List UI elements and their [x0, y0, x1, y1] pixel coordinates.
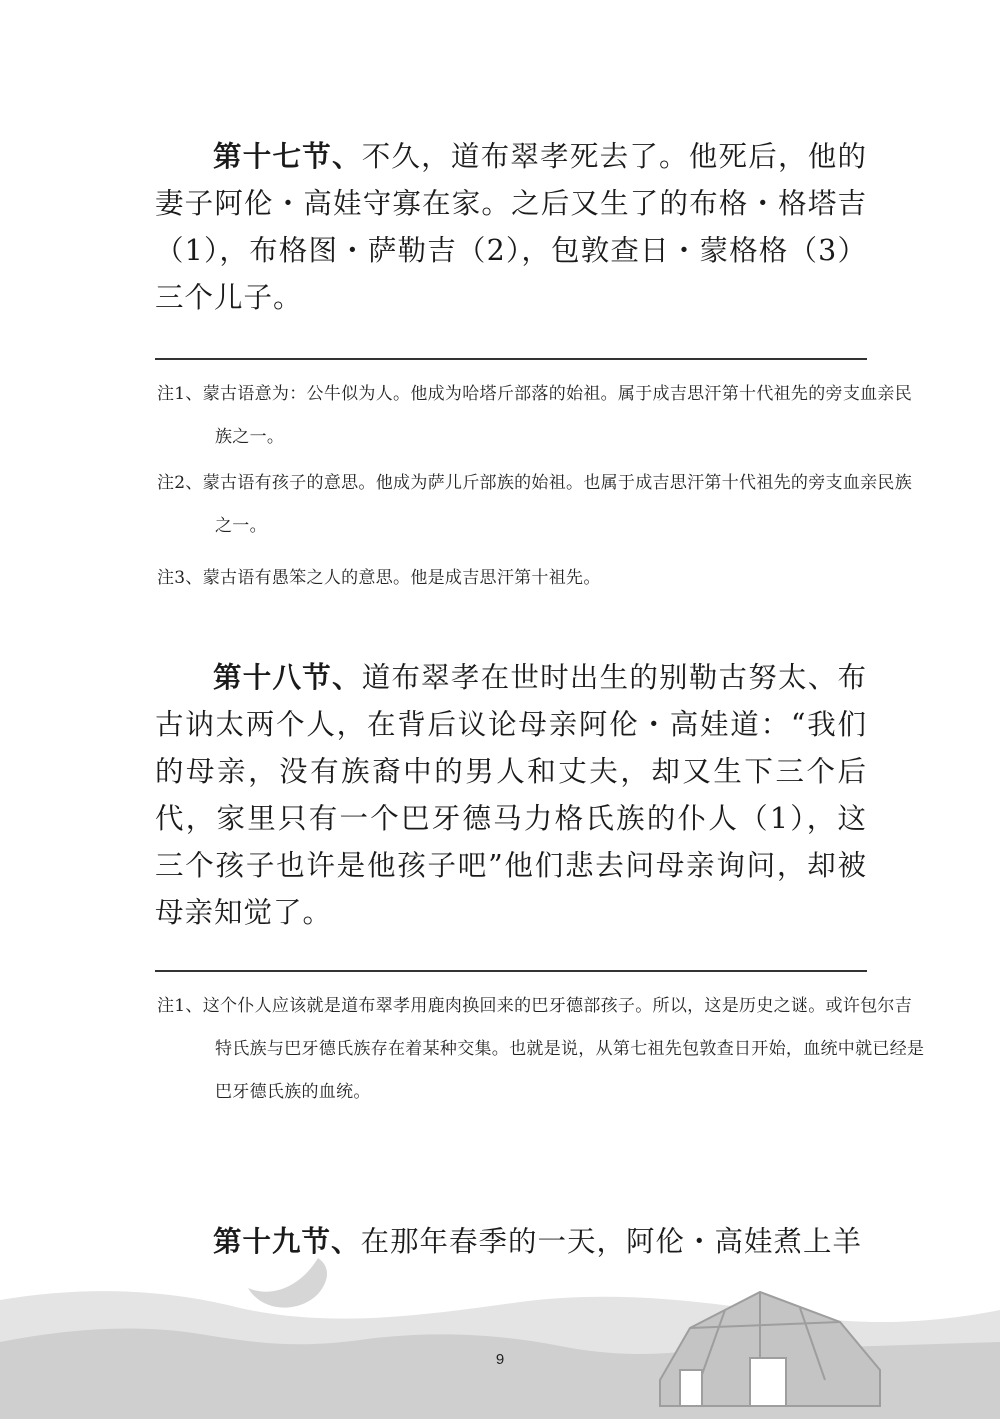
section-18-heading: 第十八节、 — [213, 660, 362, 694]
footnote-1-3: 注3、蒙古语有愚笨之人的意思。他是成吉思汗第十祖先。 — [157, 568, 601, 588]
section-19-text: 在那年春季的一天，阿伦・高娃煮上羊 — [360, 1225, 863, 1258]
footnote-1-1: 注1、蒙古语意为：公牛似为人。他成为哈塔斤部落的始祖。属于成吉思汗第十代祖先的旁支血亲民族之一。 — [157, 384, 913, 447]
section-17-text: 不久，道布翠孝死去了。他死后，他的妻子阿伦・高娃守寡在家。之后又生了的布格・格塔吉（1），布格图・萨勒吉（2），包敦查日・蒙格格（3）三个儿子。 — [155, 140, 867, 314]
footnote-2-1: 注1、这个仆人应该就是道布翠孝用鹿肉换回来的巴牙德部孩子。所以，这是历史之谜。或许包尔吉特氏族与巴牙德氏族存在着某种交集。也就是说，从第七祖先包敦查日开始，血统中就已经是巴牙德氏族的血统。 — [157, 996, 925, 1102]
footnote-1-2: 注2、蒙古语有孩子的意思。他成为萨儿斤部族的始祖。也属于成吉思汗第十代祖先的旁支血亲民族之一。 — [157, 473, 913, 536]
section-17-heading: 第十七节、 — [213, 139, 362, 173]
footnote-divider-1 — [155, 358, 867, 360]
section-18 — [155, 654, 867, 936]
steppe-landscape-illustration — [0, 1230, 1000, 1419]
section-18-text: 道布翠孝在世时出生的别勒古努太、布古讷太两个人，在背后议论母亲阿伦・高娃道：“我们的母亲，没有族裔中的男人和丈夫，却又生下三个后代，家里只有一个巴牙德马力格氏族的仆人（1），这三个孩子也许是他孩子吧”他们悲去问母亲询问，却被母亲知觉了。 — [155, 661, 867, 929]
crescent-moon-icon — [248, 1258, 327, 1308]
section-19-heading: 第十九节、 — [213, 1224, 361, 1258]
section-17 — [155, 133, 867, 321]
page-number: 9 — [495, 1351, 505, 1368]
footnote-divider-2 — [155, 970, 867, 972]
